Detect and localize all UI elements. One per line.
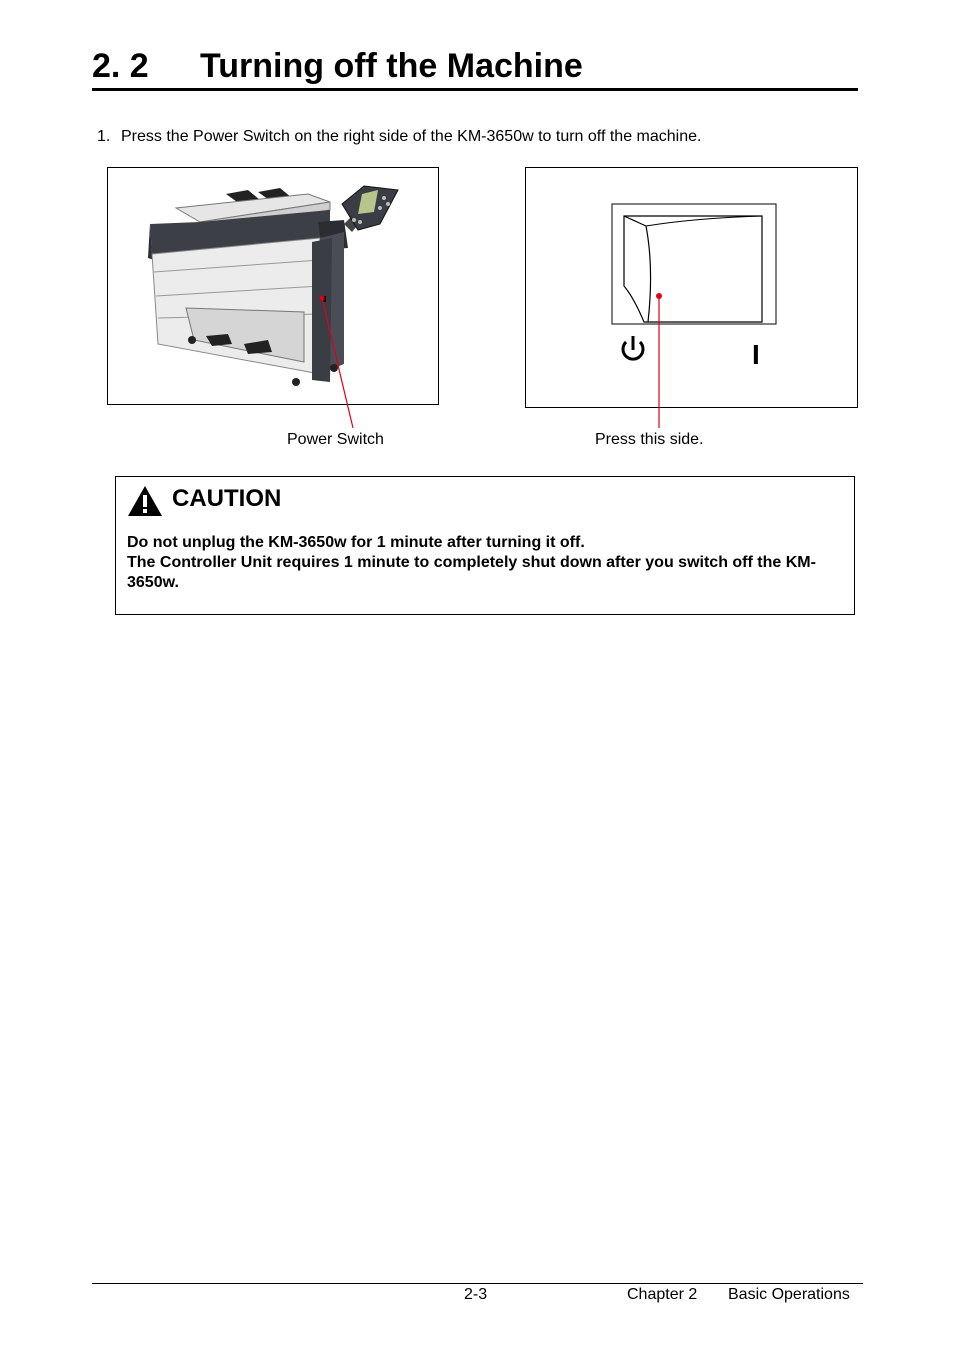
page-number: 2-3	[464, 1286, 488, 1303]
section-title: Turning off the Machine	[200, 47, 583, 85]
warning-triangle-icon	[127, 485, 163, 517]
section-heading	[92, 44, 858, 91]
switch-on-symbol: I	[752, 339, 760, 370]
footer-chapter: Chapter 2	[627, 1286, 698, 1303]
caution-body	[127, 533, 847, 593]
footer-rule	[92, 1283, 863, 1284]
caution-box	[115, 476, 855, 615]
step-item	[97, 127, 701, 147]
step-number: 1.	[97, 128, 111, 145]
machine-figure	[107, 167, 439, 405]
footer-chapter-name: Basic Operations	[728, 1286, 850, 1303]
switch-figure	[525, 167, 858, 408]
power-icon	[623, 336, 643, 359]
caution-line: Do not unplug the KM-3650w for 1 minute after turning it off.	[127, 534, 585, 551]
caution-line: The Controller Unit requires 1 minute to completely shut down after you switch off the KM-3650w.	[127, 554, 816, 591]
caution-title: CAUTION	[172, 485, 282, 512]
step-text: Press the Power Switch on the right side of the KM-3650w to turn off the machine.	[121, 128, 702, 145]
section-number: 2. 2	[92, 47, 149, 85]
rocker-switch-illustration	[526, 168, 857, 407]
caption-press-side: Press this side.	[595, 431, 704, 448]
caption-power-switch: Power Switch	[287, 431, 384, 448]
machine-illustration	[108, 168, 438, 404]
